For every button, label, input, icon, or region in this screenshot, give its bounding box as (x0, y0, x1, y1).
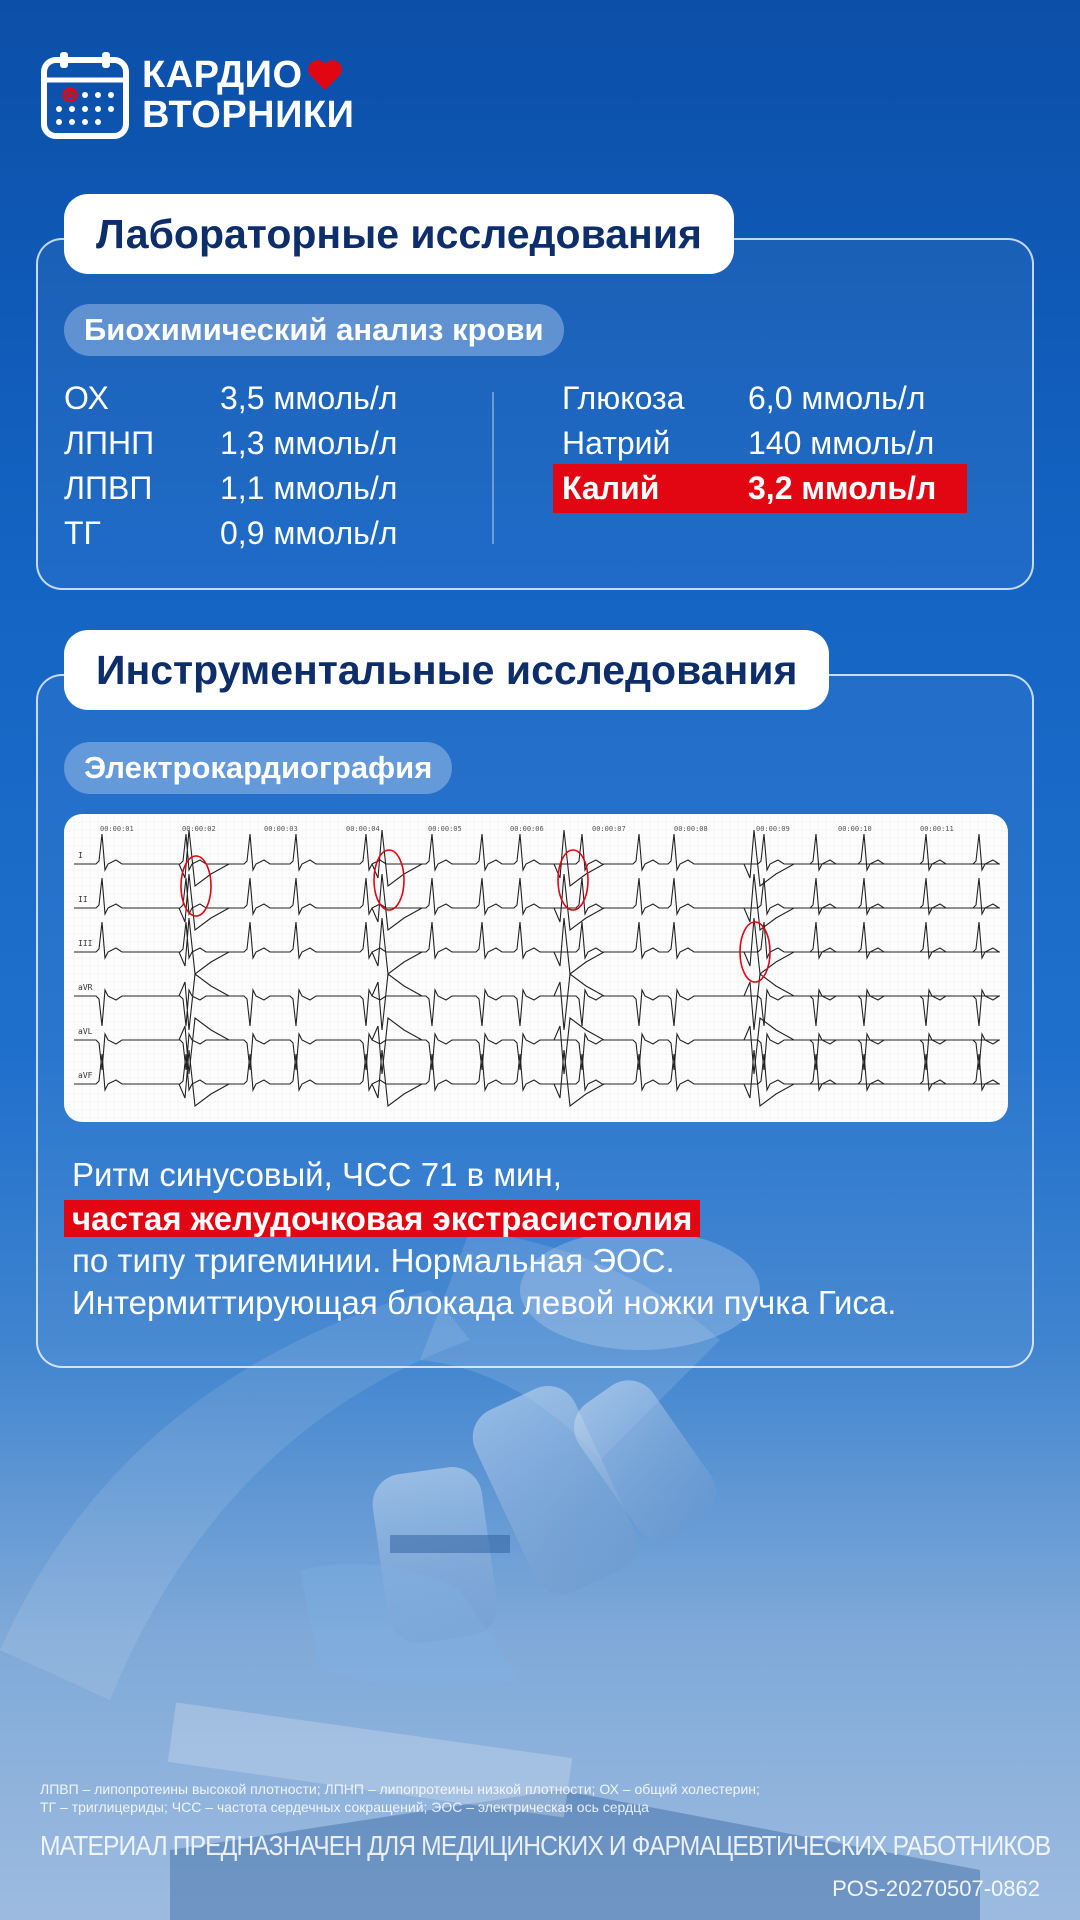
ecg-lead-label: aVL (78, 1027, 93, 1036)
brand-logo (40, 50, 354, 140)
ecg-time-label: 00:00:08 (674, 825, 708, 833)
ecg-extrasystole-marker (558, 850, 588, 910)
lab-name: Калий (562, 470, 660, 506)
ecg-time-label: 00:00:06 (510, 825, 544, 833)
heart-icon (307, 59, 343, 91)
lab-row-right (562, 423, 982, 463)
lab-name: ЛПВП (64, 470, 153, 506)
ecg-lead-label: II (78, 895, 88, 904)
ecg-subtitle-badge: Электрокардиография (64, 742, 452, 794)
lab-row-right-highlighted (562, 468, 982, 508)
footnote-line-1: ЛПВП – липопротеины высокой плотности; ЛПНП – липопротеины низкой плотности; ОХ – общий холестерин; (40, 1781, 760, 1797)
lab-subtitle-badge: Биохимический анализ крови (64, 304, 564, 356)
lab-value: 3,2 ммоль/л (748, 470, 937, 506)
document-code: POS-20270507-0862 (832, 1876, 1040, 1901)
lab-value: 140 ммоль/л (748, 425, 935, 461)
ecg-tracing (64, 814, 1008, 1122)
lab-section-title: Лабораторные исследования (64, 194, 734, 274)
conclusion-line-4: Интермиттирующая блокада левой ножки пучка Гиса. (72, 1284, 897, 1321)
ecg-time-label: 00:00:04 (346, 825, 380, 833)
lab-name: ЛПНП (64, 425, 155, 461)
lab-row-left (64, 468, 464, 508)
lab-row-right (562, 378, 982, 418)
lab-value: 1,1 ммоль/л (220, 470, 398, 506)
lab-name: Глюкоза (562, 380, 685, 416)
ecg-lead-label: aVF (78, 1071, 93, 1080)
ecg-time-label: 00:00:01 (100, 825, 134, 833)
ecg-time-label: 00:00:11 (920, 825, 954, 833)
lab-name: ОХ (64, 380, 109, 416)
lab-row-left (64, 423, 464, 463)
ecg-lead-trace (74, 974, 1000, 1030)
ecg-time-label: 00:00:09 (756, 825, 790, 833)
ecg-lead-trace (74, 918, 1000, 974)
ecg-time-label: 00:00:03 (264, 825, 298, 833)
lab-value: 0,9 ммоль/л (220, 515, 398, 551)
abbreviations-footnote (40, 1780, 760, 1816)
ecg-lead-label: I (78, 851, 83, 860)
ecg-time-label: 00:00:10 (838, 825, 872, 833)
lab-name: Натрий (562, 425, 671, 461)
lab-column-divider (492, 392, 494, 544)
lab-name: ТГ (64, 515, 101, 551)
instrumental-section-title: Инструментальные исследования (64, 630, 829, 710)
lab-value: 6,0 ммоль/л (748, 380, 926, 416)
ecg-time-label: 00:00:02 (182, 825, 216, 833)
conclusion-line-3: по типу тригеминии. Нормальная ЭОС. (72, 1242, 675, 1279)
ecg-time-label: 00:00:07 (592, 825, 626, 833)
conclusion-line-1: Ритм синусовый, ЧСС 71 в мин, (72, 1156, 562, 1193)
brand-line-2: ВТОРНИКИ (142, 94, 355, 136)
disclaimer-text: МАТЕРИАЛ ПРЕДНАЗНАЧЕН ДЛЯ МЕДИЦИНСКИХ И ФАРМАЦЕВТИЧЕСКИХ РАБОТНИКОВ (40, 1830, 1051, 1861)
conclusion-highlight: частая желудочковая экстрасистолия (64, 1200, 700, 1237)
footnote-line-2: ТГ – триглицериды; ЧСС – частота сердечных сокращений; ЭОС – электрическая ось сердца (40, 1799, 649, 1815)
lab-value: 1,3 ммоль/л (220, 425, 398, 461)
conclusion-line-2-wrap (72, 1198, 700, 1240)
ecg-lead-label: aVR (78, 983, 93, 992)
ecg-extrasystole-marker (374, 850, 404, 910)
lab-row-left (64, 513, 464, 553)
ecg-lead-label: III (78, 939, 93, 948)
ecg-lead-trace (74, 830, 1000, 886)
lab-row-left (64, 378, 464, 418)
calendar-icon (40, 50, 130, 140)
brand-line-1: КАРДИО (142, 54, 303, 96)
ecg-time-label: 00:00:05 (428, 825, 462, 833)
lab-value: 3,5 ммоль/л (220, 380, 398, 416)
ecg-image (64, 814, 1008, 1122)
